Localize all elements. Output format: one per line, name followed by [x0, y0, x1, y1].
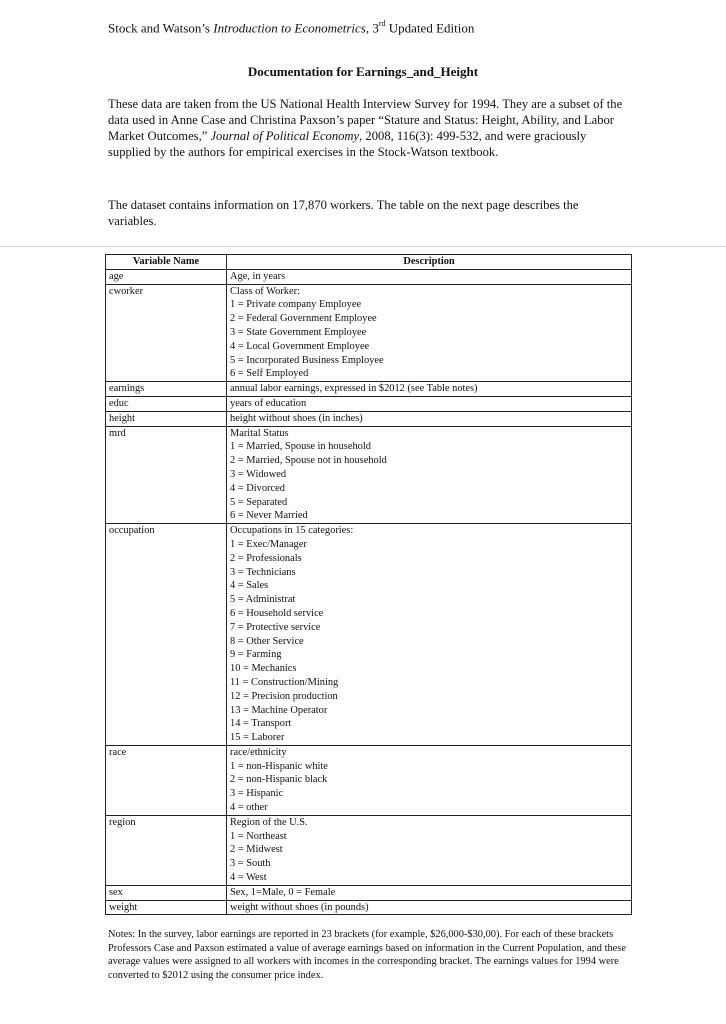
- description-cell: [227, 426, 632, 524]
- description-line: 15 = Laborer: [230, 732, 285, 744]
- description-line: 1 = Exec/Manager: [230, 538, 307, 550]
- description-line: 3 = Hispanic: [230, 788, 284, 800]
- column-header-description: Description: [227, 255, 632, 270]
- intro-paragraph-2: The dataset contains information on 17,870 workers. The table on the next page describes the variables.: [108, 198, 579, 228]
- variable-name-cell: weight: [106, 900, 227, 915]
- variable-name-cell: height: [106, 411, 227, 426]
- description-line: Occupations in 15 categories:: [230, 525, 354, 537]
- description-line: 1 = non-Hispanic white: [230, 760, 328, 772]
- description-cell: [227, 745, 632, 815]
- page-divider: [0, 246, 726, 247]
- table-row: [106, 426, 632, 524]
- description-line: 6 = Self Employed: [230, 368, 309, 380]
- description-line: 11 = Construction/Mining: [230, 676, 339, 688]
- description-line: 4 = Sales: [230, 580, 269, 592]
- description-cell: [227, 815, 632, 885]
- variable-name-cell: region: [106, 815, 227, 885]
- description-line: Age, in years: [230, 270, 286, 282]
- description-line: 2 = Professionals: [230, 552, 302, 564]
- table-row: [106, 900, 632, 915]
- description-line: 4 = Local Government Employee: [230, 340, 370, 352]
- description-cell: [227, 900, 632, 915]
- description-line: 9 = Farming: [230, 649, 282, 661]
- intro-paragraph-1: [108, 96, 628, 160]
- description-line: 6 = Household service: [230, 607, 324, 619]
- variable-name-cell: mrd: [106, 426, 227, 524]
- variable-name-cell: educ: [106, 396, 227, 411]
- table-row: [106, 524, 632, 746]
- description-cell: [227, 411, 632, 426]
- description-line: 2 = Married, Spouse not in household: [230, 455, 387, 467]
- header-authors: Stock and Watson’s: [108, 20, 214, 36]
- description-line: years of education: [230, 397, 307, 409]
- description-line: race/ethnicity: [230, 746, 287, 758]
- table-row: [106, 382, 632, 397]
- description-line: 3 = South: [230, 858, 271, 870]
- description-line: Class of Worker:: [230, 285, 300, 297]
- table-row: [106, 815, 632, 885]
- description-line: 2 = Midwest: [230, 844, 283, 856]
- description-line: 8 = Other Service: [230, 635, 304, 647]
- description-line: 1 = Married, Spouse in household: [230, 441, 371, 453]
- description-cell: [227, 396, 632, 411]
- description-cell: [227, 269, 632, 284]
- table-body: [106, 269, 632, 915]
- header-edition-suffix: Updated Edition: [385, 20, 475, 36]
- header-edition-prefix: , 3: [365, 20, 379, 36]
- description-line: 3 = Technicians: [230, 566, 296, 578]
- table-row: [106, 885, 632, 900]
- description-line: Region of the U.S.: [230, 816, 308, 828]
- description-line: 10 = Mechanics: [230, 663, 297, 675]
- variable-name-cell: earnings: [106, 382, 227, 397]
- description-line: 12 = Precision production: [230, 690, 338, 702]
- description-line: 5 = Separated: [230, 496, 288, 508]
- header-edition-superscript: rd: [378, 19, 386, 28]
- table-row: [106, 396, 632, 411]
- variable-name-cell: age: [106, 269, 227, 284]
- table-row: [106, 745, 632, 815]
- table-row: [106, 411, 632, 426]
- description-cell: [227, 284, 632, 382]
- description-line: 5 = Incorporated Business Employee: [230, 354, 384, 366]
- intro-p1-text-b: , 2008, 116(3): 499-532, and were graciously supplied by the authors for empirical exercises in the Stock-Watson textbook.: [108, 129, 587, 159]
- description-line: 4 = Divorced: [230, 482, 285, 494]
- document-title: Documentation for Earnings_and_Height: [247, 64, 479, 79]
- variable-name-cell: cworker: [106, 284, 227, 382]
- description-line: 14 = Transport: [230, 718, 292, 730]
- table-header-row: [106, 255, 632, 270]
- table-row: [106, 284, 632, 382]
- description-line: Sex, 1=Male, 0 = Female: [230, 886, 336, 898]
- description-line: weight without shoes (in pounds): [230, 901, 369, 913]
- intro-p1-journal: Journal of Political Economy: [210, 129, 360, 143]
- description-cell: [227, 885, 632, 900]
- description-line: 4 = other: [230, 802, 268, 814]
- intro-p1-text-a: These data are taken from the US National Health Interview Survey for 1994. They are a subset of the data used in Anne Case and Christina Paxson’s paper “Stature and Status: Height, Ability, and Labor Market Outcomes,”: [108, 97, 623, 143]
- description-line: 1 = Northeast: [230, 830, 287, 842]
- variable-name-cell: race: [106, 745, 227, 815]
- description-cell: [227, 524, 632, 746]
- variable-name-cell: occupation: [106, 524, 227, 746]
- table-row: [106, 269, 632, 284]
- description-cell: [227, 382, 632, 397]
- description-line: 6 = Never Married: [230, 510, 308, 522]
- column-header-variable-name: Variable Name: [106, 255, 227, 270]
- description-line: height without shoes (in inches): [230, 412, 363, 424]
- description-line: 7 = Protective service: [230, 621, 321, 633]
- table-notes: Notes: In the survey, labor earnings are reported in 23 brackets (for example, $26,000-$30,00). For each of these brackets Professors Case and Paxson estimated a value of average earnings based on information in the Current Population, and these average values were assigned to all workers with incomes in the corresponding bracket. The earnings values for 1994 were converted to $2012 using the consumer price index.: [108, 929, 626, 981]
- description-line: 4 = West: [230, 872, 267, 884]
- description-line: 5 = Administrat: [230, 594, 296, 606]
- description-line: 3 = Widowed: [230, 468, 287, 480]
- description-line: 1 = Private company Employee: [230, 299, 362, 311]
- variables-table: [105, 254, 632, 915]
- description-line: Marital Status: [230, 427, 289, 439]
- description-line: annual labor earnings, expressed in $2012 (see Table notes): [230, 383, 478, 395]
- variable-name-cell: sex: [106, 885, 227, 900]
- description-line: 2 = Federal Government Employee: [230, 313, 377, 325]
- description-line: 13 = Machine Operator: [230, 704, 328, 716]
- document-header: [108, 20, 474, 36]
- description-line: 2 = non-Hispanic black: [230, 774, 328, 786]
- header-book-title: Introduction to Econometrics: [213, 20, 366, 36]
- description-line: 3 = State Government Employee: [230, 326, 367, 338]
